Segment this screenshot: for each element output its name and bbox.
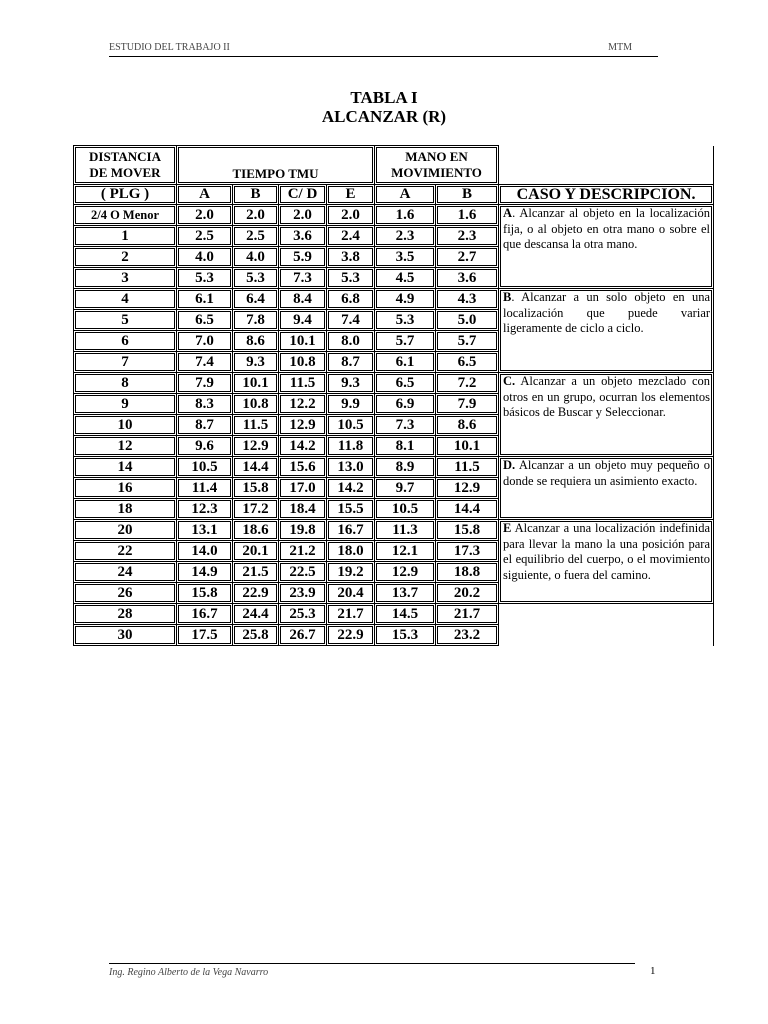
distance-cell: 1 <box>74 226 177 247</box>
tmu-value-cell: 15.5 <box>327 499 375 520</box>
tmu-value-cell: 17.0 <box>279 478 327 499</box>
distance-cell: 24 <box>74 562 177 583</box>
tmu-value-cell: 18.6 <box>233 520 279 541</box>
tmu-value-cell: 6.1 <box>177 289 233 310</box>
tmu-value-cell: 20.2 <box>436 583 499 604</box>
tmu-value-cell: 9.9 <box>327 394 375 415</box>
title-line-1: TABLA I <box>350 88 418 107</box>
tmu-value-cell: 18.4 <box>279 499 327 520</box>
case-text: . Alcanzar a un solo objeto en una localización que puede variar ligeramente de ciclo a ciclo. <box>503 290 711 335</box>
distance-cell: 10 <box>74 415 177 436</box>
distance-cell: 30 <box>74 625 177 646</box>
tmu-value-cell: 21.5 <box>233 562 279 583</box>
tmu-value-cell: 17.3 <box>436 541 499 562</box>
hand-label: MANO EN <box>405 149 468 164</box>
case-description-b <box>499 289 714 373</box>
distance-cell: 2/4 O Menor <box>74 205 177 226</box>
col-header-motion-a: A <box>375 185 436 205</box>
tmu-value-cell: 7.3 <box>279 268 327 289</box>
tmu-value-cell: 11.3 <box>375 520 436 541</box>
case-key: E <box>503 521 512 535</box>
tmu-value-cell: 4.5 <box>375 268 436 289</box>
tmu-value-cell: 7.9 <box>177 373 233 394</box>
tmu-value-cell: 2.7 <box>436 247 499 268</box>
tmu-value-cell: 12.9 <box>436 478 499 499</box>
tmu-value-cell: 24.4 <box>233 604 279 625</box>
distance-cell: 9 <box>74 394 177 415</box>
tmu-value-cell: 4.0 <box>233 247 279 268</box>
tmu-value-cell: 20.4 <box>327 583 375 604</box>
tmu-value-cell: 12.9 <box>233 436 279 457</box>
tmu-value-cell: 11.4 <box>177 478 233 499</box>
tmu-value-cell: 1.6 <box>436 205 499 226</box>
tmu-value-cell: 4.3 <box>436 289 499 310</box>
empty-case-cell <box>499 625 714 646</box>
tmu-value-cell: 19.8 <box>279 520 327 541</box>
tmu-value-cell: 3.6 <box>279 226 327 247</box>
table-row <box>74 289 714 310</box>
tmu-value-cell: 15.3 <box>375 625 436 646</box>
tmu-value-cell: 14.9 <box>177 562 233 583</box>
tmu-value-cell: 25.3 <box>279 604 327 625</box>
tmu-value-cell: 18.0 <box>327 541 375 562</box>
tmu-value-cell: 17.2 <box>233 499 279 520</box>
tmu-value-cell: 14.5 <box>375 604 436 625</box>
tmu-value-cell: 2.4 <box>327 226 375 247</box>
tmu-value-cell: 10.8 <box>233 394 279 415</box>
distance-cell: 4 <box>74 289 177 310</box>
distance-label: DISTANCIA <box>89 149 161 164</box>
tmu-value-cell: 15.8 <box>436 520 499 541</box>
page-title <box>0 88 768 126</box>
distance-cell: 7 <box>74 352 177 373</box>
tmu-value-cell: 10.5 <box>375 499 436 520</box>
table-row <box>74 625 714 646</box>
tmu-value-cell: 7.0 <box>177 331 233 352</box>
tmu-value-cell: 3.8 <box>327 247 375 268</box>
case-description-e <box>499 520 714 604</box>
table-row <box>74 205 714 226</box>
tmu-value-cell: 6.9 <box>375 394 436 415</box>
tmu-value-cell: 22.9 <box>233 583 279 604</box>
tmu-value-cell: 21.7 <box>327 604 375 625</box>
tmu-value-cell: 6.5 <box>177 310 233 331</box>
case-header-top <box>499 146 714 185</box>
distance-header <box>74 146 177 185</box>
inch-unit-header: ( PLG ) <box>74 185 177 205</box>
tmu-value-cell: 8.7 <box>177 415 233 436</box>
case-text: . Alcanzar al objeto en la localización fija, o al objeto en otra mano o sobre el que descansa la otra mano. <box>503 206 711 251</box>
tmu-value-cell: 5.0 <box>436 310 499 331</box>
tmu-value-cell: 12.1 <box>375 541 436 562</box>
tmu-value-cell: 5.3 <box>233 268 279 289</box>
col-header-a: A <box>177 185 233 205</box>
tmu-value-cell: 8.1 <box>375 436 436 457</box>
tmu-value-cell: 8.3 <box>177 394 233 415</box>
tmu-value-cell: 2.0 <box>233 205 279 226</box>
case-description-c <box>499 373 714 457</box>
tmu-value-cell: 25.8 <box>233 625 279 646</box>
tmu-value-cell: 7.3 <box>375 415 436 436</box>
case-description-a <box>499 205 714 289</box>
tmu-value-cell: 26.7 <box>279 625 327 646</box>
hand-in-motion-header <box>375 146 499 185</box>
tmu-value-cell: 11.8 <box>327 436 375 457</box>
tmu-value-cell: 23.2 <box>436 625 499 646</box>
header-course: ESTUDIO DEL TRABAJO II <box>109 42 230 53</box>
tmu-value-cell: 2.0 <box>327 205 375 226</box>
tmu-value-cell: 11.5 <box>436 457 499 478</box>
tmu-value-cell: 9.7 <box>375 478 436 499</box>
motion-label: MOVIMIENTO <box>391 165 482 180</box>
reach-table <box>73 145 714 646</box>
distance-cell: 22 <box>74 541 177 562</box>
distance-cell: 2 <box>74 247 177 268</box>
tmu-value-cell: 10.1 <box>279 331 327 352</box>
tmu-value-cell: 8.4 <box>279 289 327 310</box>
case-text: Alcanzar a una localización indefinida para llevar la mano la una posición para el equilibrio del cuerpo, o el movimiento siguiente, o fuera del camino. <box>503 521 711 582</box>
case-description-header: CASO Y DESCRIPCION. <box>499 185 714 205</box>
tmu-value-cell: 12.3 <box>177 499 233 520</box>
header-row-1 <box>74 146 714 185</box>
table-row <box>74 373 714 394</box>
tmu-value-cell: 8.0 <box>327 331 375 352</box>
case-description-d <box>499 457 714 520</box>
tmu-value-cell: 8.6 <box>436 415 499 436</box>
tmu-value-cell: 19.2 <box>327 562 375 583</box>
distance-cell: 16 <box>74 478 177 499</box>
distance-cell: 12 <box>74 436 177 457</box>
tmu-value-cell: 11.5 <box>279 373 327 394</box>
col-header-e: E <box>327 185 375 205</box>
distance-cell: 3 <box>74 268 177 289</box>
tmu-value-cell: 10.1 <box>436 436 499 457</box>
distance-cell: 28 <box>74 604 177 625</box>
distance-cell: 5 <box>74 310 177 331</box>
tmu-value-cell: 17.5 <box>177 625 233 646</box>
tmu-value-cell: 10.5 <box>177 457 233 478</box>
tmu-value-cell: 7.4 <box>327 310 375 331</box>
col-header-b: B <box>233 185 279 205</box>
tmu-value-cell: 15.8 <box>233 478 279 499</box>
tmu-value-cell: 13.0 <box>327 457 375 478</box>
distance-cell: 18 <box>74 499 177 520</box>
empty-case-cell <box>499 604 714 625</box>
tmu-value-cell: 10.8 <box>279 352 327 373</box>
tmu-value-cell: 22.9 <box>327 625 375 646</box>
tmu-value-cell: 13.1 <box>177 520 233 541</box>
case-key: D. <box>503 458 516 472</box>
tmu-value-cell: 21.7 <box>436 604 499 625</box>
tmu-value-cell: 18.8 <box>436 562 499 583</box>
tmu-value-cell: 20.1 <box>233 541 279 562</box>
table-row <box>74 457 714 478</box>
header-row-2 <box>74 185 714 205</box>
tmu-value-cell: 2.5 <box>177 226 233 247</box>
distance-cell: 8 <box>74 373 177 394</box>
move-label: DE MOVER <box>89 165 161 180</box>
distance-cell: 26 <box>74 583 177 604</box>
table-row <box>74 520 714 541</box>
tmu-value-cell: 12.2 <box>279 394 327 415</box>
col-header-cd: C/ D <box>279 185 327 205</box>
tmu-value-cell: 6.8 <box>327 289 375 310</box>
tmu-value-cell: 14.0 <box>177 541 233 562</box>
tmu-value-cell: 7.8 <box>233 310 279 331</box>
tmu-value-cell: 16.7 <box>177 604 233 625</box>
title-line-2: ALCANZAR (R) <box>321 107 447 126</box>
tmu-value-cell: 12.9 <box>279 415 327 436</box>
tmu-value-cell: 14.4 <box>436 499 499 520</box>
tmu-value-cell: 14.2 <box>279 436 327 457</box>
tmu-value-cell: 3.6 <box>436 268 499 289</box>
tmu-value-cell: 2.5 <box>233 226 279 247</box>
tmu-value-cell: 6.5 <box>436 352 499 373</box>
distance-cell: 6 <box>74 331 177 352</box>
tmu-value-cell: 4.9 <box>375 289 436 310</box>
tmu-value-cell: 5.7 <box>436 331 499 352</box>
tmu-value-cell: 9.3 <box>233 352 279 373</box>
case-key: C. <box>503 374 516 388</box>
tmu-value-cell: 9.4 <box>279 310 327 331</box>
page-number: 1 <box>650 965 656 977</box>
tmu-value-cell: 21.2 <box>279 541 327 562</box>
footer-author: Ing. Regino Alberto de la Vega Navarro <box>109 967 269 978</box>
tmu-value-cell: 23.9 <box>279 583 327 604</box>
tmu-value-cell: 12.9 <box>375 562 436 583</box>
tmu-value-cell: 22.5 <box>279 562 327 583</box>
tmu-value-cell: 11.5 <box>233 415 279 436</box>
tmu-value-cell: 8.9 <box>375 457 436 478</box>
tmu-value-cell: 9.6 <box>177 436 233 457</box>
tmu-value-cell: 8.6 <box>233 331 279 352</box>
tmu-value-cell: 15.8 <box>177 583 233 604</box>
tmu-value-cell: 14.4 <box>233 457 279 478</box>
tmu-value-cell: 8.7 <box>327 352 375 373</box>
tmu-value-cell: 5.3 <box>375 310 436 331</box>
case-text: Alcanzar a un objeto mezclado con otros en un grupo, ocurran los elementos básicos de Buscar y Seleccionar. <box>503 374 711 419</box>
col-header-motion-b: B <box>436 185 499 205</box>
tmu-value-cell: 1.6 <box>375 205 436 226</box>
tmu-value-cell: 2.3 <box>375 226 436 247</box>
tmu-value-cell: 2.3 <box>436 226 499 247</box>
page-header <box>109 42 658 57</box>
tmu-value-cell: 13.7 <box>375 583 436 604</box>
tmu-value-cell: 2.0 <box>279 205 327 226</box>
case-key: B <box>503 290 512 304</box>
tmu-value-cell: 5.3 <box>327 268 375 289</box>
tmu-value-cell: 5.3 <box>177 268 233 289</box>
case-text: Alcanzar a un objeto muy pequeño o donde se requiera un asimiento exacto. <box>503 458 711 488</box>
table-row <box>74 604 714 625</box>
tmu-value-cell: 4.0 <box>177 247 233 268</box>
tmu-value-cell: 15.6 <box>279 457 327 478</box>
tmu-value-cell: 3.5 <box>375 247 436 268</box>
distance-cell: 20 <box>74 520 177 541</box>
tmu-value-cell: 2.0 <box>177 205 233 226</box>
tmu-value-cell: 7.2 <box>436 373 499 394</box>
tmu-value-cell: 10.5 <box>327 415 375 436</box>
tmu-value-cell: 6.4 <box>233 289 279 310</box>
tmu-value-cell: 5.9 <box>279 247 327 268</box>
tmu-value-cell: 14.2 <box>327 478 375 499</box>
tmu-value-cell: 7.4 <box>177 352 233 373</box>
tmu-time-header: TIEMPO TMU <box>177 146 375 185</box>
page-footer <box>109 963 635 978</box>
distance-cell: 14 <box>74 457 177 478</box>
tmu-value-cell: 5.7 <box>375 331 436 352</box>
tmu-value-cell: 10.1 <box>233 373 279 394</box>
tmu-value-cell: 6.5 <box>375 373 436 394</box>
tmu-value-cell: 16.7 <box>327 520 375 541</box>
case-key: A <box>503 206 513 220</box>
tmu-value-cell: 7.9 <box>436 394 499 415</box>
tmu-value-cell: 9.3 <box>327 373 375 394</box>
header-section: MTM <box>608 42 632 53</box>
tmu-value-cell: 6.1 <box>375 352 436 373</box>
